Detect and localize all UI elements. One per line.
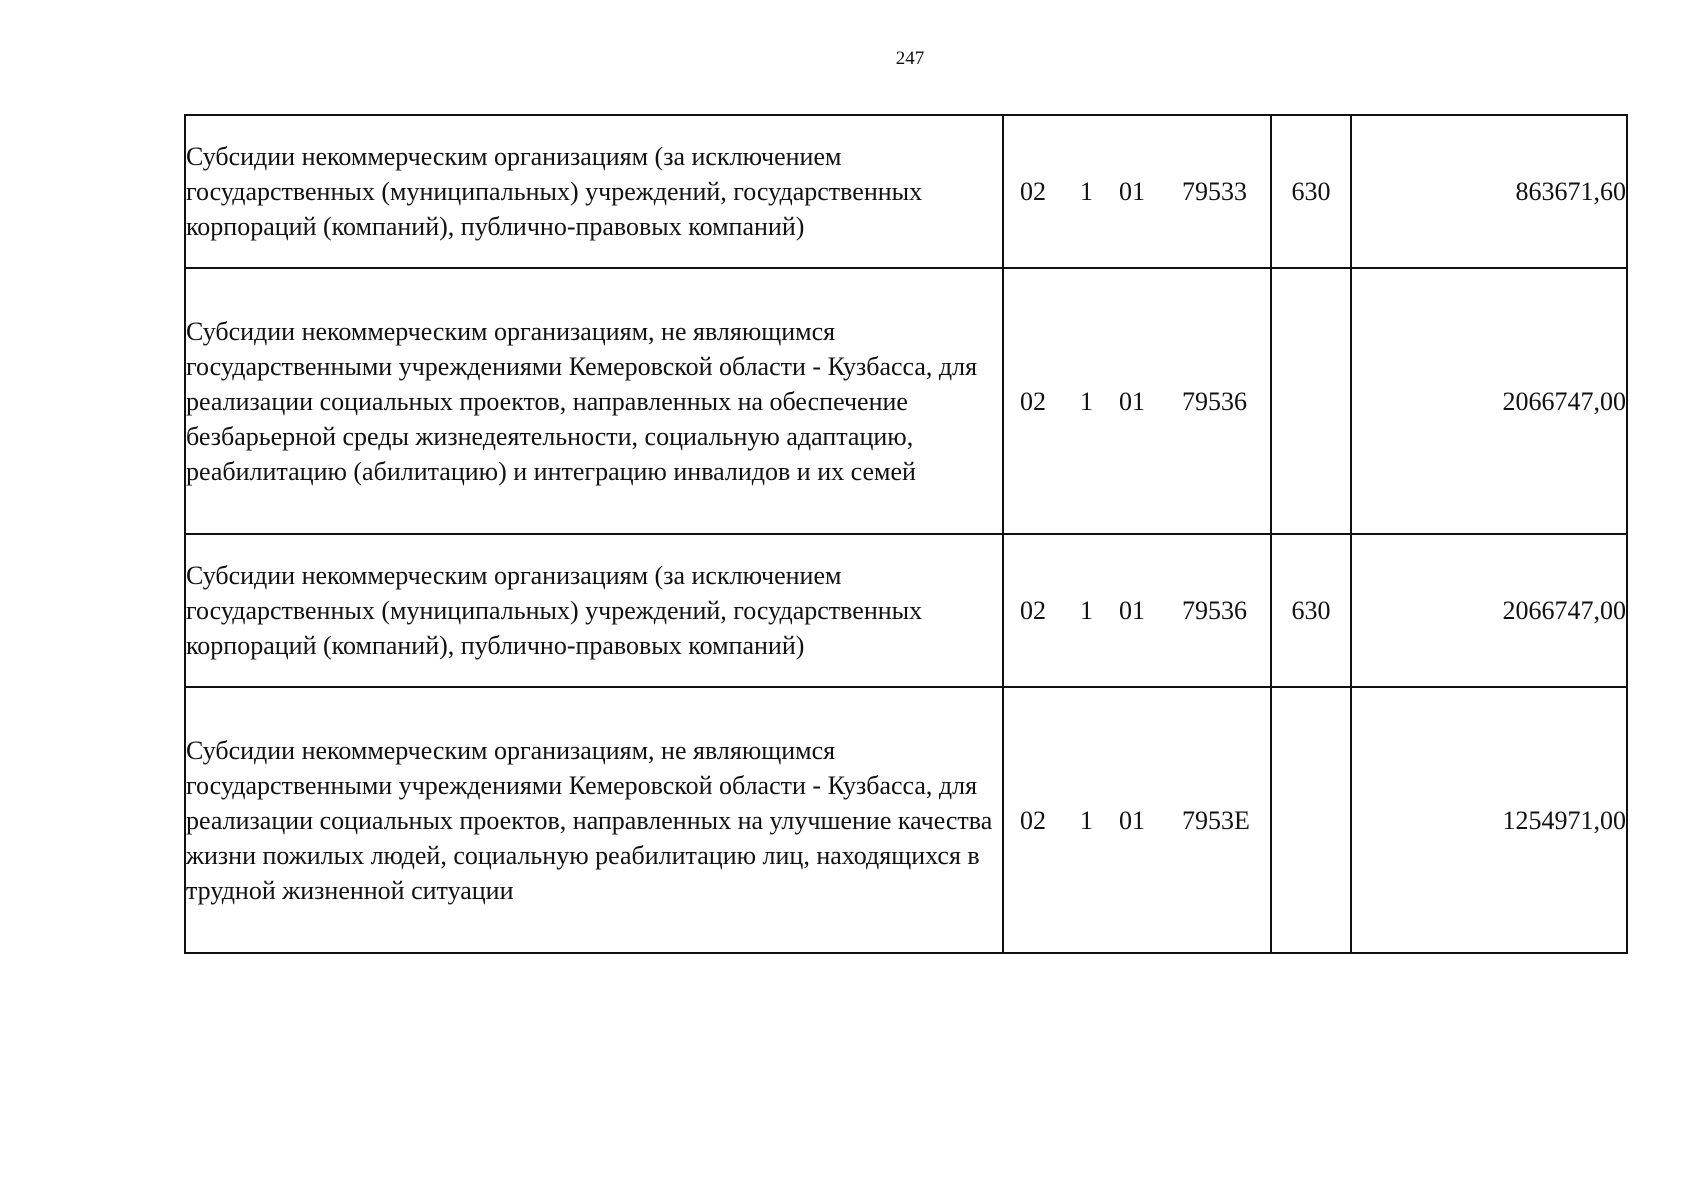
event-code: 01 (1119, 386, 1145, 416)
row-description: Субсидии некоммерческим организациям (за исключением государственных (муниципальных) учреждений, государственных корпораций (компаний), публично-правовых компаний) (185, 534, 1003, 687)
program-code: 02 (1020, 177, 1046, 206)
direction-code: 79536 (1182, 386, 1247, 416)
row-amount: 2066747,00 (1351, 534, 1627, 687)
table-row (185, 115, 1627, 268)
table-row (185, 534, 1627, 687)
direction-code: 79536 (1182, 596, 1247, 625)
subprogram-code: 1 (1080, 386, 1093, 416)
program-code: 02 (1020, 386, 1046, 416)
direction-code: 7953Е (1182, 805, 1250, 835)
subprogram-code: 1 (1080, 805, 1093, 835)
row-amount: 2066747,00 (1351, 268, 1627, 534)
row-code (1003, 268, 1271, 534)
program-code: 02 (1020, 596, 1046, 625)
subprogram-code: 1 (1080, 596, 1093, 625)
row-description: Субсидии некоммерческим организациям, не являющимся государственными учреждениями Кемеровской области - Кузбасса, для реализации социальных проектов, направленных на улучшение качества жизни пожилых людей, социальную реабилитацию лиц, находящихся в трудной жизненной ситуации (185, 687, 1003, 953)
table-row (185, 268, 1627, 534)
expense-type (1271, 687, 1351, 953)
event-code: 01 (1119, 177, 1145, 206)
table-row (185, 687, 1627, 953)
row-amount: 863671,60 (1351, 115, 1627, 268)
expense-type: 630 (1271, 115, 1351, 268)
direction-code: 79533 (1182, 177, 1247, 206)
expense-type (1271, 268, 1351, 534)
expense-type: 630 (1271, 534, 1351, 687)
row-amount: 1254971,00 (1351, 687, 1627, 953)
row-code (1003, 115, 1271, 268)
budget-table (184, 114, 1628, 954)
row-code (1003, 534, 1271, 687)
page-number: 247 (895, 48, 925, 69)
row-description: Субсидии некоммерческим организациям (за исключением государственных (муниципальных) учреждений, государственных корпораций (компаний), публично-правовых компаний) (185, 115, 1003, 268)
row-code (1003, 687, 1271, 953)
event-code: 01 (1119, 805, 1145, 835)
program-code: 02 (1020, 805, 1046, 835)
event-code: 01 (1119, 596, 1145, 625)
subprogram-code: 1 (1080, 177, 1093, 206)
row-description: Субсидии некоммерческим организациям, не являющимся государственными учреждениями Кемеровской области - Кузбасса, для реализации социальных проектов, направленных на обеспечение безбарьерной среды жизнедеятельности, социальную адаптацию, реабилитацию (абилитацию) и интеграцию инвалидов и их семей (185, 268, 1003, 534)
